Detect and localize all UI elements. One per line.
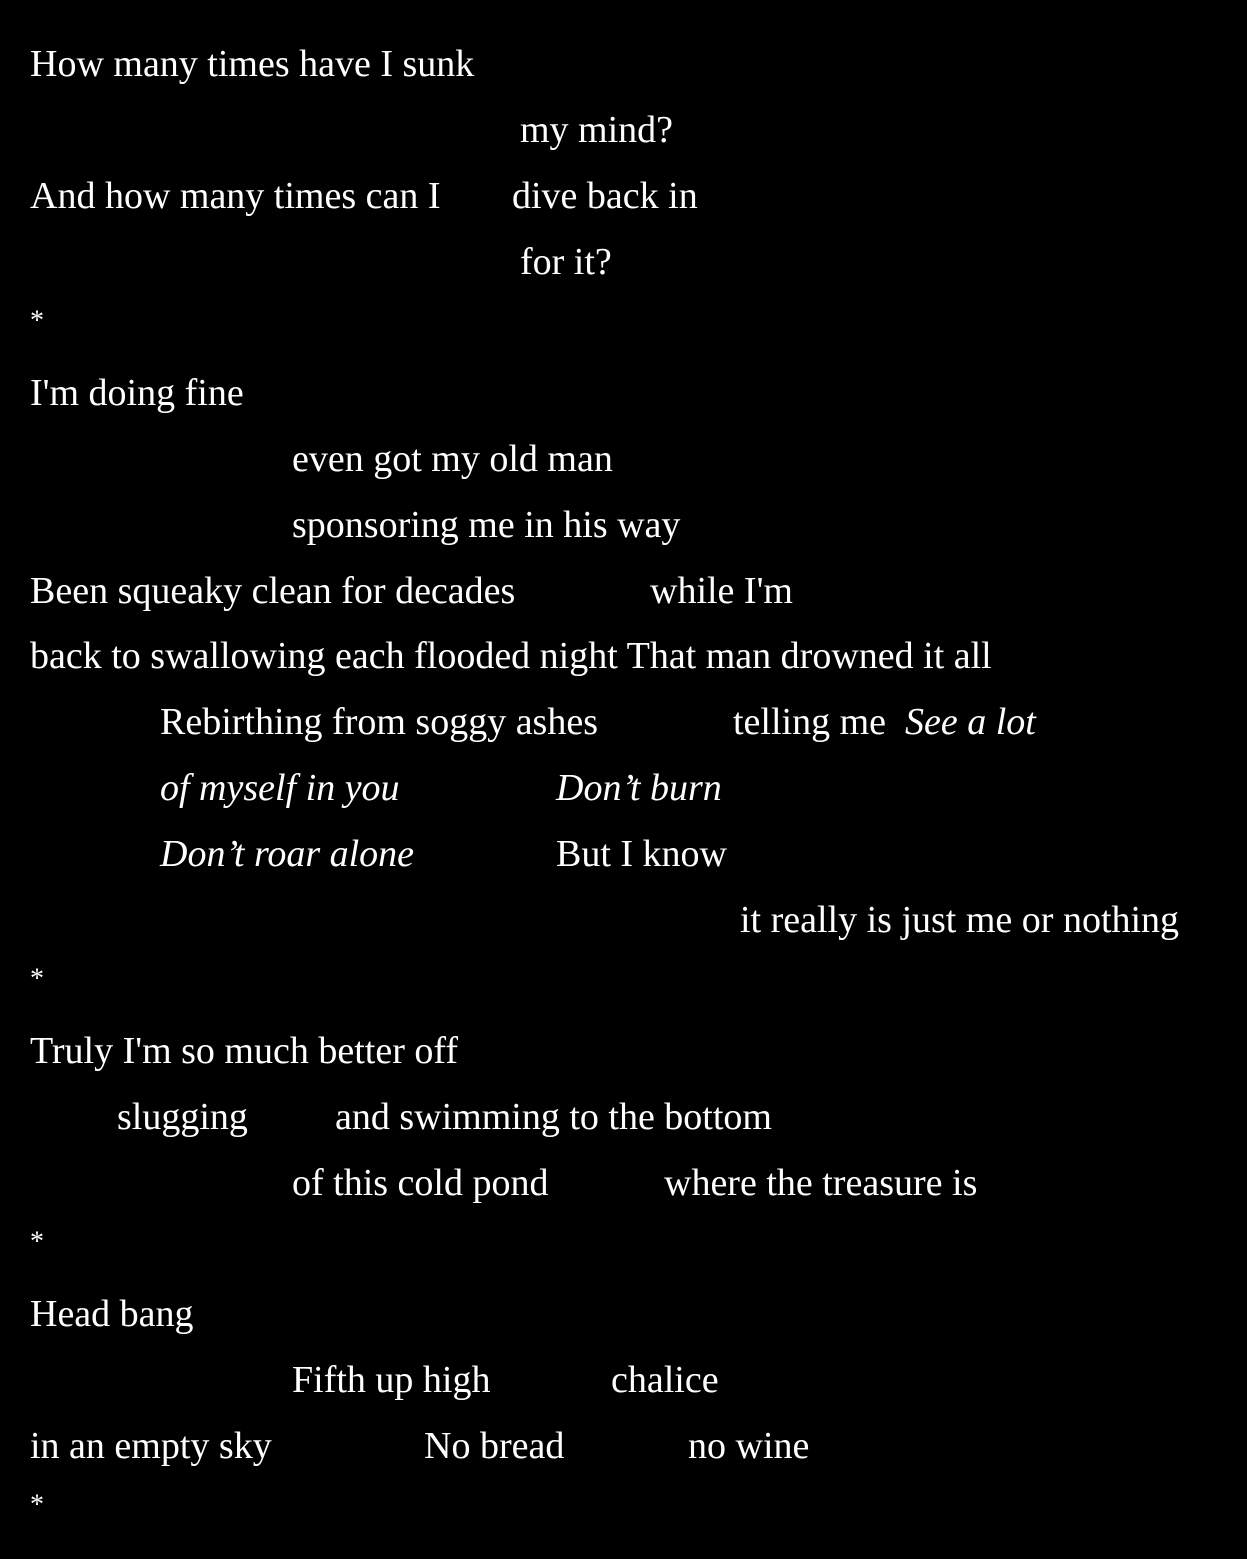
poem-quote-see-a-lot: See a lot — [905, 701, 1036, 743]
poem-line-sponsoring: sponsoring me in his way — [292, 504, 681, 546]
poem-quote-dont-burn: Don’t burn — [556, 767, 722, 809]
poem-line-old-man: even got my old man — [292, 438, 613, 480]
poem-line-and-how-many: And how many times can I — [30, 175, 441, 217]
poem-line-slugging: slugging — [117, 1096, 248, 1138]
section-divider-asterisk: * — [30, 1489, 44, 1521]
poem-line-treasure: where the treasure is — [664, 1162, 978, 1204]
poem-line-head-bang: Head bang — [30, 1293, 194, 1335]
poem-line-chalice: chalice — [611, 1359, 719, 1401]
poem-line-doing-fine: I'm doing fine — [30, 372, 244, 414]
poem-line-for-it: for it? — [520, 241, 612, 283]
section-divider-asterisk: * — [30, 305, 44, 337]
poem-line-swimming: and swimming to the bottom — [335, 1096, 772, 1138]
poem-line-me-or-nothing: it really is just me or nothing — [740, 899, 1180, 941]
poem-line-fifth-up-high: Fifth up high — [292, 1359, 491, 1401]
poem-line-telling-me: telling me — [733, 701, 887, 743]
section-divider-asterisk: * — [30, 963, 44, 995]
section-divider-asterisk: * — [30, 1226, 44, 1258]
poem-line-squeaky-clean: Been squeaky clean for decades — [30, 570, 516, 612]
poem-line-no-bread: No bread — [424, 1425, 565, 1467]
poem-line-no-wine: no wine — [688, 1425, 810, 1467]
poem-line-how-many-times: How many times have I sunk — [30, 43, 475, 85]
poem-line-cold-pond: of this cold pond — [292, 1162, 549, 1204]
poem-line-back-to-swallowing: back to swallowing each flooded night That man drowned it all — [30, 635, 992, 677]
poem-line-rebirthing: Rebirthing from soggy ashes — [160, 701, 599, 743]
poem-quote-dont-roar: Don’t roar alone — [160, 833, 415, 875]
poem-line-while-im: while I'm — [650, 570, 793, 612]
poem-line-dive-back-in: dive back in — [512, 175, 698, 217]
poem-line-but-i-know: But I know — [556, 833, 727, 875]
poem-line-truly: Truly I'm so much better off — [30, 1030, 458, 1072]
poem-line-empty-sky: in an empty sky — [30, 1425, 272, 1467]
poem-line-my-mind: my mind? — [520, 109, 674, 151]
poem-quote-of-myself: of myself in you — [160, 767, 400, 809]
